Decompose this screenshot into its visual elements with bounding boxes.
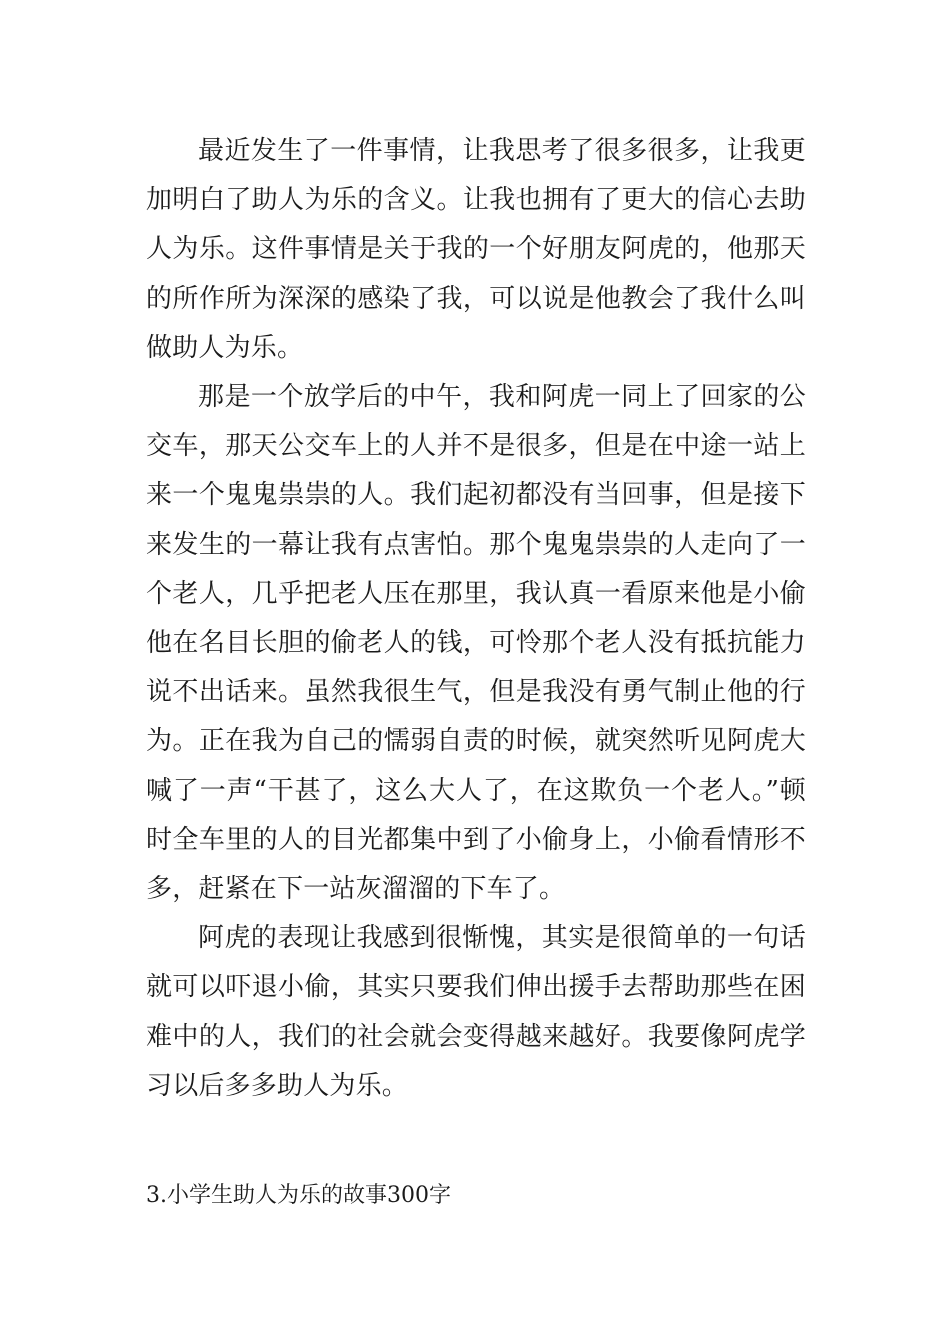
article-body — [146, 127, 806, 1111]
paragraph-1: 最近发生了一件事情，让我思考了很多很多，让我更加明白了助人为乐的含义。让我也拥有了更大的信心去助人为乐。这件事情是关于我的一个好朋友阿虎的，他那天的所作所为深深的感染了我，可以说是他教会了我什么叫做助人为乐。 — [146, 136, 806, 363]
paragraph-2: 那是一个放学后的中午，我和阿虎一同上了回家的公交车，那天公交车上的人并不是很多，但是在中途一站上来一个鬼鬼祟祟的人。我们起初都没有当回事，但是接下来发生的一幕让我有点害怕。那个鬼鬼祟祟的人走向了一个老人，几乎把老人压在那里，我认真一看原来他是小偷他在名目长胆的偷老人的钱，可怜那个老人没有抵抗能力说不出话来。虽然我很生气，但是我没有勇气制止他的行为。正在我为自己的懦弱自责的时候，就突然听见阿虎大喊了一声“干甚了，这么大人了，在这欺负一个老人。”顿时全车里的人的目光都集中到了小偷身上，小偷看情形不多，赶紧在下一站灰溜溜的下车了。 — [146, 382, 806, 905]
section-heading: 3.小学生助人为乐的故事300字 — [146, 1183, 451, 1208]
paragraph-3: 阿虎的表现让我感到很惭愧，其实是很简单的一句话就可以吓退小偷，其实只要我们伸出援手去帮助那些在困难中的人，我们的社会就会变得越来越好。我要像阿虎学习以后多多助人为乐。 — [146, 923, 806, 1101]
